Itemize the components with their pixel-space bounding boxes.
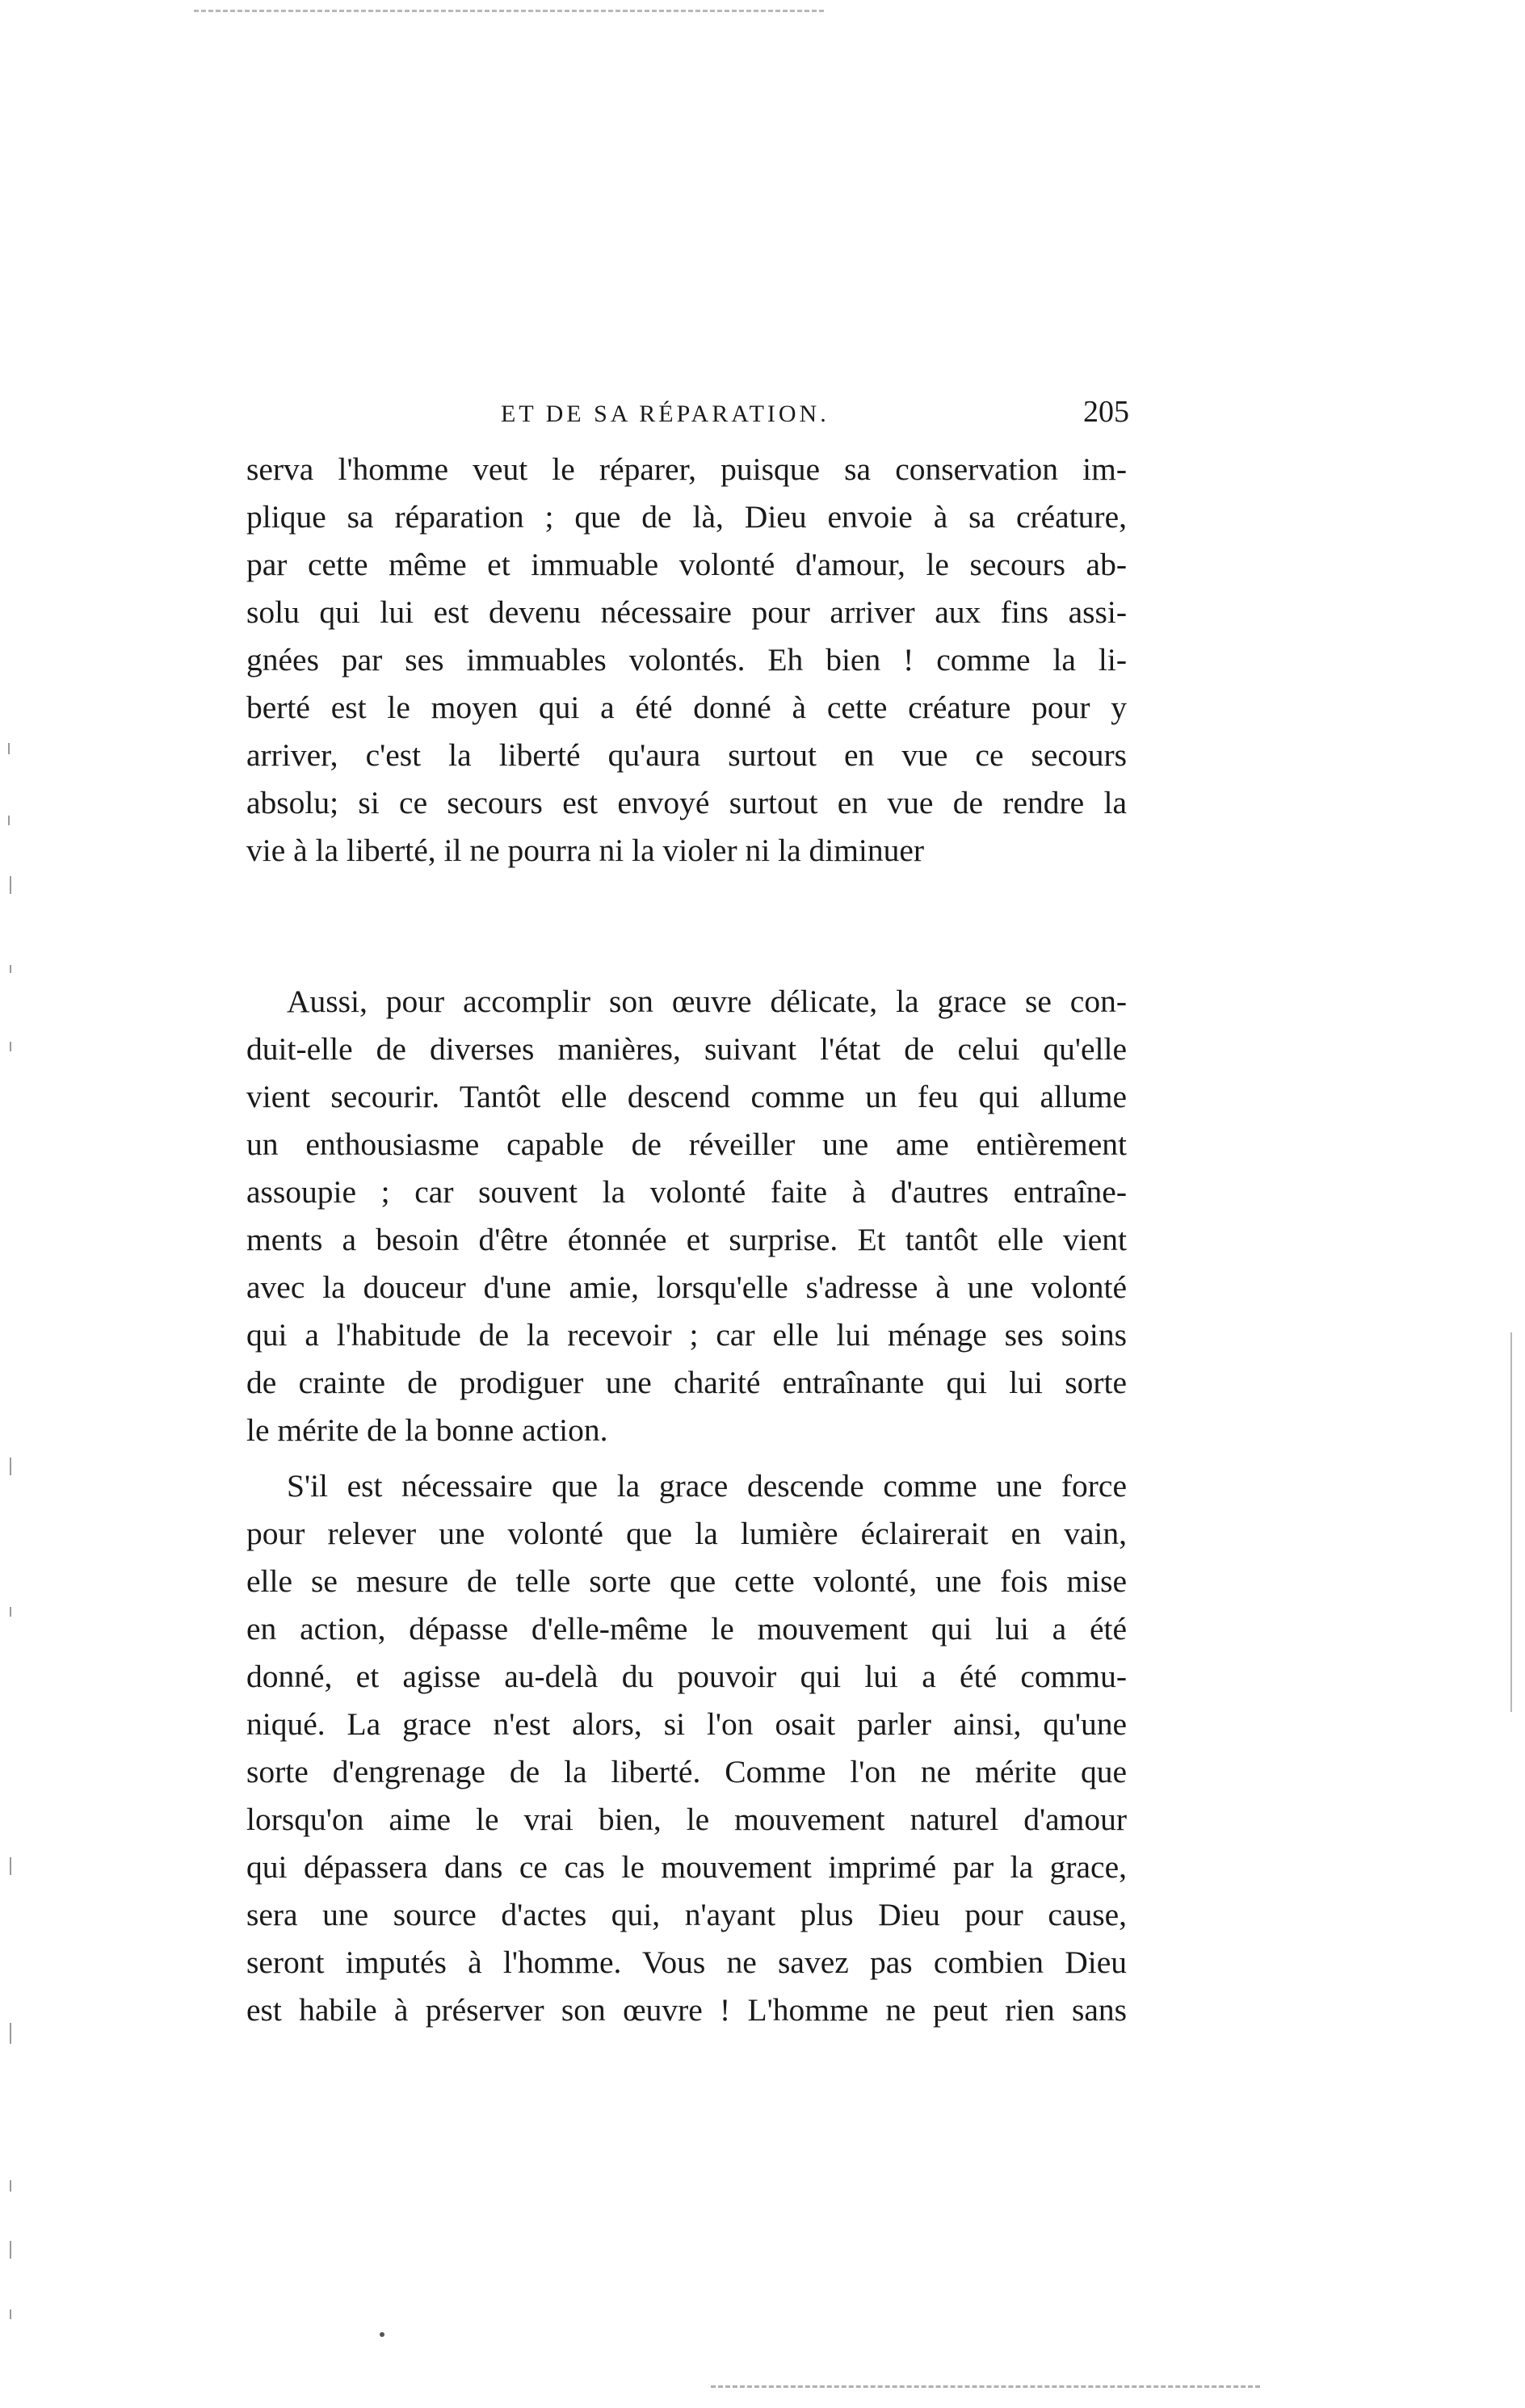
paragraph-3	[246, 1462, 1127, 2034]
margin-mark	[10, 1042, 11, 1051]
scan-edge-right	[1510, 1332, 1512, 1712]
text-line: de crainte de prodiguer une charité entraînante qui lui sorte	[246, 1365, 1127, 1400]
text-line: serva l'homme veut le réparer, puisque sa conservation im-	[246, 451, 1127, 487]
text-line: berté est le moyen qui a été donné à cette créature pour y	[246, 690, 1127, 725]
text-line: S'il est nécessaire que la grace descende comme une force	[287, 1468, 1127, 1504]
text-line: qui a l'habitude de la recevoir ; car elle lui ménage ses soins	[246, 1317, 1127, 1353]
margin-mark	[8, 743, 10, 754]
text-line: en action, dépasse d'elle-même le mouvement qui lui a été	[246, 1611, 1127, 1647]
margin-mark	[10, 876, 11, 894]
text-line: vient secourir. Tantôt elle descend comme un feu qui allume	[246, 1079, 1127, 1114]
paragraph-2	[246, 978, 1127, 1454]
text-line: elle se mesure de telle sorte que cette volonté, une fois mise	[246, 1563, 1127, 1599]
margin-mark	[10, 1607, 11, 1617]
scan-edge-top	[194, 10, 824, 12]
margin-mark	[10, 1458, 11, 1475]
text-line: duit-elle de diverses manières, suivant l'état de celui qu'elle	[246, 1031, 1127, 1067]
margin-mark	[10, 2309, 11, 2319]
text-line: niqué. La grace n'est alors, si l'on osait parler ainsi, qu'une	[246, 1706, 1127, 1742]
running-head: ET DE SA RÉPARATION.	[501, 401, 830, 427]
text-line: solu qui lui est devenu nécessaire pour arriver aux fins assi-	[246, 594, 1127, 630]
paragraph-gap	[246, 875, 1127, 978]
text-line: absolu; si ce secours est envoyé surtout en vue de rendre la	[246, 785, 1127, 820]
text-line: plique sa réparation ; que de là, Dieu envoie à sa créature,	[246, 499, 1127, 535]
text-line: est habile à préserver son œuvre ! L'homme ne peut rien sans	[246, 1992, 1127, 2028]
paragraph-1	[246, 446, 1127, 875]
margin-mark	[10, 2023, 11, 2044]
text-line: avec la douceur d'une amie, lorsqu'elle s'adresse à une volonté	[246, 1269, 1127, 1305]
page-header	[242, 394, 1129, 434]
margin-mark	[10, 2241, 11, 2259]
page-body	[246, 446, 1127, 2034]
margin-mark	[10, 965, 11, 973]
text-line: assoupie ; car souvent la volonté faite à d'autres entraîne-	[246, 1174, 1127, 1210]
margin-mark	[8, 816, 10, 825]
text-line: pour relever une volonté que la lumière éclairerait en vain,	[246, 1516, 1127, 1551]
text-line: le mérite de la bonne action.	[246, 1412, 608, 1448]
text-line: sorte d'engrenage de la liberté. Comme l'on ne mérite que	[246, 1754, 1127, 1789]
text-line: sera une source d'actes qui, n'ayant plus Dieu pour cause,	[246, 1897, 1127, 1932]
text-line: vie à la liberté, il ne pourra ni la violer ni la diminuer	[246, 833, 925, 868]
text-line: lorsqu'on aime le vrai bien, le mouvement naturel d'amour	[246, 1802, 1127, 1837]
ink-dot	[380, 2332, 384, 2337]
page-number: 205	[1083, 395, 1129, 429]
text-line: qui dépassera dans ce cas le mouvement imprimé par la grace,	[246, 1849, 1127, 1885]
text-line: donné, et agisse au-delà du pouvoir qui lui a été commu-	[246, 1659, 1127, 1694]
margin-mark	[10, 2180, 11, 2192]
margin-mark	[10, 1857, 11, 1875]
text-line: par cette même et immuable volonté d'amour, le secours ab-	[246, 547, 1127, 582]
text-line: gnées par ses immuables volontés. Eh bien ! comme la li-	[246, 642, 1127, 678]
scan-edge-bottom	[711, 2385, 1260, 2388]
text-line: ments a besoin d'être étonnée et surprise. Et tantôt elle vient	[246, 1222, 1127, 1257]
text-line: seront imputés à l'homme. Vous ne savez pas combien Dieu	[246, 1944, 1127, 1980]
text-line: Aussi, pour accomplir son œuvre délicate, la grace se con-	[287, 984, 1127, 1019]
text-line: arriver, c'est la liberté qu'aura surtout en vue ce secours	[246, 737, 1127, 773]
text-line: un enthousiasme capable de réveiller une ame entièrement	[246, 1126, 1127, 1162]
paragraph-gap	[246, 1454, 1127, 1462]
